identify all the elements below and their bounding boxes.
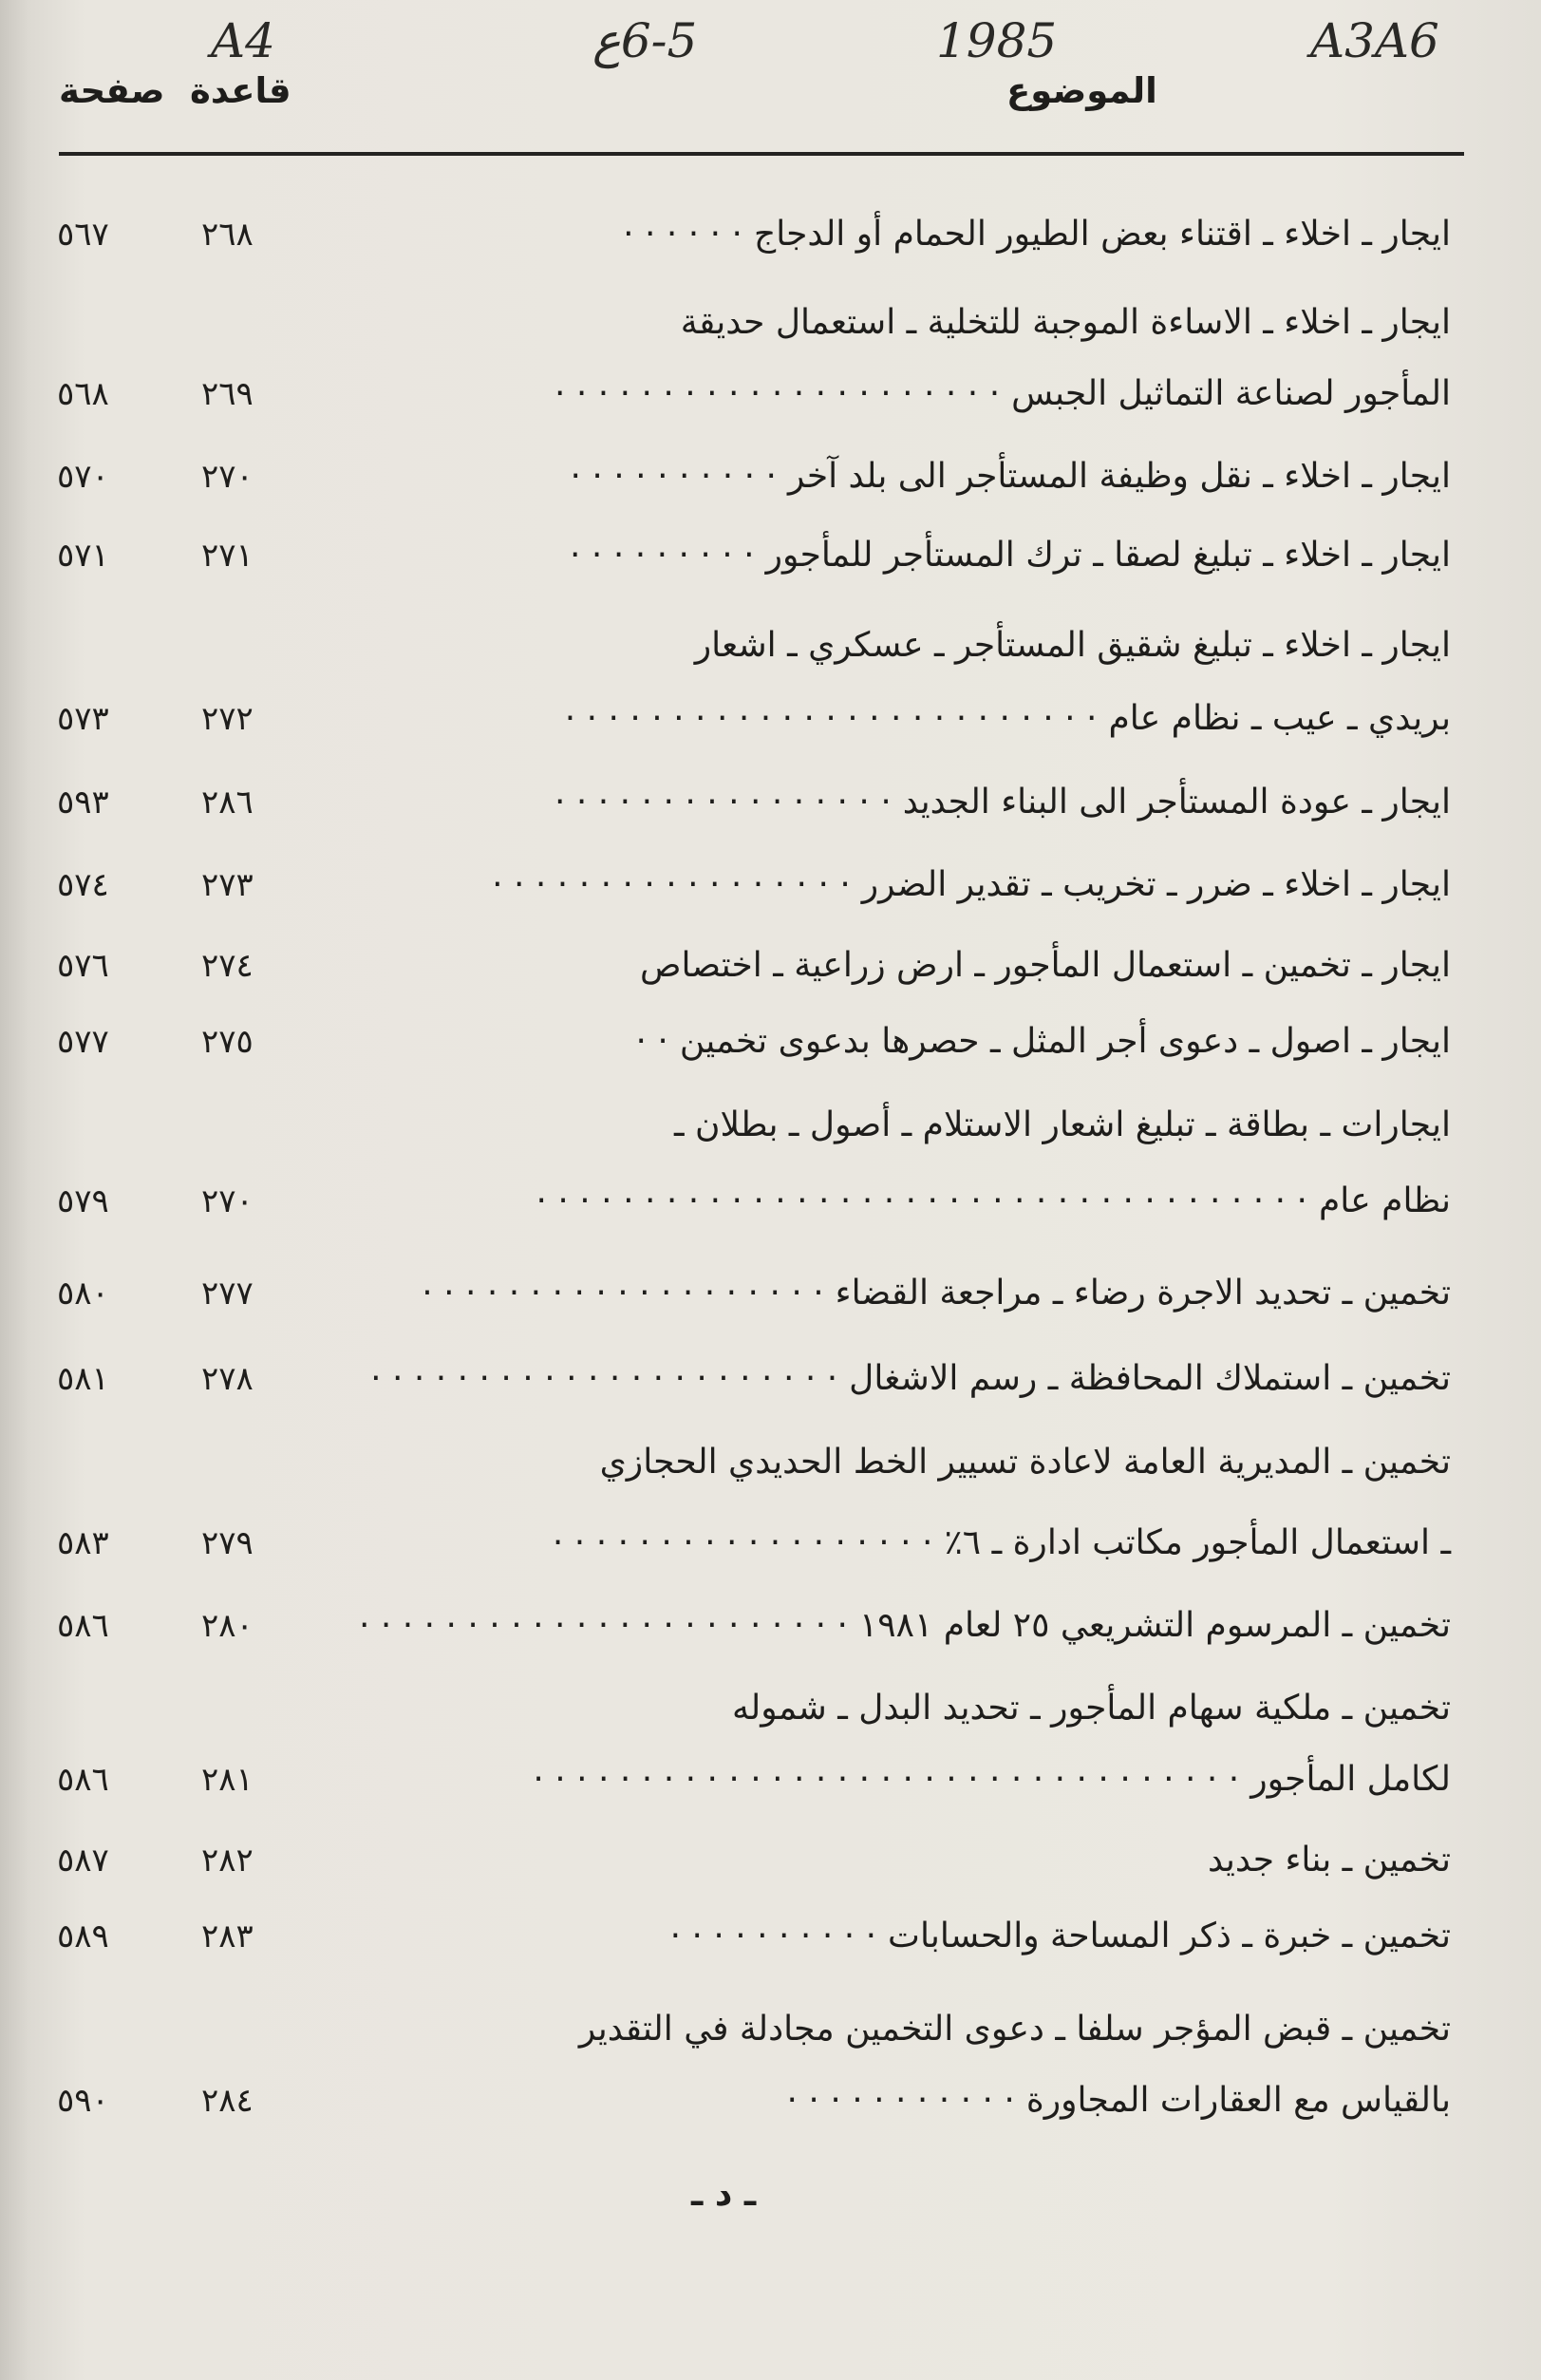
entry-line xyxy=(695,625,1451,667)
entry-line xyxy=(571,456,1451,498)
entry-line xyxy=(623,214,1451,255)
dot-leader: · · · · · · · · · · · · · · · · · · xyxy=(552,1523,933,1562)
page-number: ٥٧٦ xyxy=(57,947,109,985)
page-number: ٥٧٧ xyxy=(57,1023,109,1061)
page-number: ٥٧٠ xyxy=(57,458,109,496)
rule-number: ٢٨٦ xyxy=(201,784,254,822)
rule-number: ٢٧٠ xyxy=(201,1182,254,1220)
rule-number: ٢٦٨ xyxy=(201,216,254,254)
rule-number: ٢٧٤ xyxy=(201,947,254,985)
entry-line xyxy=(422,1273,1451,1314)
rule-number: ٢٧٥ xyxy=(201,1023,254,1061)
dot-leader: · · · · · · · · · · · · · · · · · xyxy=(492,865,851,904)
entry-line xyxy=(359,1605,1451,1647)
dot-leader: · · · · · · · · · · · · · · · · xyxy=(554,783,892,822)
dot-leader: · · · · · · · · · · · · · · · · · · · · · · · · · · · · · · · · · · · · xyxy=(536,1181,1307,1220)
entry-text: ايجار ـ اخلاء ـ اقتناء بعض الطيور الحمام أو الدجاج xyxy=(753,215,1451,254)
page-number: ٥٨٦ xyxy=(57,1607,109,1645)
entry-text: تخمين ـ خبرة ـ ذكر المساحة والحسابات xyxy=(888,1917,1451,1955)
dot-leader: · · · · · · · · · · · · · · · · · · · · · · xyxy=(370,1359,838,1398)
dot-leader: · · · · · · · · · · xyxy=(570,457,777,496)
page-number: ٥٨٠ xyxy=(57,1275,109,1313)
dot-leader: · · xyxy=(635,1022,668,1061)
entry-line xyxy=(600,1442,1451,1483)
entry-text: ايجار ـ اخلاء ـ نقل وظيفة المستأجر الى بلد آخر xyxy=(787,457,1451,496)
page-number: ٥٦٧ xyxy=(57,216,109,254)
entry-text: تخمين ـ بناء جديد xyxy=(1207,1841,1451,1879)
entry-text: تخمين ـ استملاك المحافظة ـ رسم الاشغال xyxy=(849,1359,1451,1398)
entry-text: ايجار ـ اخلاء ـ تبليغ لصقا ـ ترك المستأجر للمأجور xyxy=(765,536,1451,575)
entry-line xyxy=(492,864,1451,906)
entry-line xyxy=(533,1759,1451,1801)
entry-text: المأجور لصناعة التماثيل الجبس xyxy=(1011,374,1451,413)
handwritten-year: 1985 xyxy=(936,13,1058,68)
entry-line xyxy=(636,1021,1451,1063)
entry-text: تخمين ـ ملكية سهام المأجور ـ تحديد البدل ـ شموله xyxy=(731,1689,1451,1728)
page-number: ٥٧٤ xyxy=(57,866,109,904)
page-marker: ـ د ـ xyxy=(691,2175,757,2214)
entry-line xyxy=(554,782,1451,823)
entry-line xyxy=(1208,1840,1451,1881)
entry-line xyxy=(640,945,1451,987)
rule-column-header: قاعدة xyxy=(190,70,291,111)
rule-number: ٢٨٠ xyxy=(201,1607,254,1645)
entry-text: ايجار ـ عودة المستأجر الى البناء الجديد xyxy=(902,783,1451,822)
entry-text: بالقياس مع العقارات المجاورة xyxy=(1025,2081,1451,2120)
rule-number: ٢٨٢ xyxy=(201,1842,254,1879)
entry-text: ايجار ـ اخلاء ـ تبليغ شقيق المستأجر ـ عسكري ـ اشعار xyxy=(694,626,1451,665)
entry-text: تخمين ـ قبض المؤجر سلفا ـ دعوى التخمين مجادلة في التقدير xyxy=(578,2010,1451,2049)
handwritten-code-mid: 6-5ع xyxy=(592,13,698,68)
entry-line xyxy=(732,1688,1451,1729)
page-number: ٥٩٣ xyxy=(57,784,109,822)
entry-text: تخمين ـ المرسوم التشريعي ٢٥ لعام ١٩٨١ xyxy=(858,1606,1451,1645)
page-number: ٥٨٩ xyxy=(57,1917,109,1955)
entry-text: ايجار ـ اخلاء ـ الاساءة الموجبة للتخلية ـ استعمال حديقة xyxy=(680,303,1451,342)
handwritten-code-right: A3A6 xyxy=(1310,13,1439,68)
rule-number: ٢٨٣ xyxy=(201,1917,254,1955)
rule-number: ٢٧٩ xyxy=(201,1524,254,1562)
entry-text: تخمين ـ تحديد الاجرة رضاء ـ مراجعة القضاء xyxy=(835,1274,1451,1313)
entry-text: لكامل المأجور xyxy=(1250,1760,1451,1799)
entry-line xyxy=(681,302,1451,344)
page-number: ٥٧١ xyxy=(57,537,109,575)
rule-number: ٢٧٨ xyxy=(201,1360,254,1398)
dot-leader: · · · · · · · · · · xyxy=(669,1917,877,1955)
page-number: ٥٨٧ xyxy=(57,1842,109,1879)
entry-line xyxy=(553,1522,1451,1564)
page-number: ٥٨١ xyxy=(57,1360,109,1398)
page-number: ٥٧٩ xyxy=(57,1182,109,1220)
entry-line xyxy=(579,2009,1451,2050)
dot-leader: · · · · · · · · · xyxy=(570,536,755,575)
dot-leader: · · · · · · xyxy=(623,215,742,254)
entry-text: ايجار ـ تخمين ـ استعمال المأجور ـ ارض زراعية ـ اختصاص xyxy=(639,946,1451,985)
subject-column-header: الموضوع xyxy=(1006,70,1157,111)
page-number: ٥٦٨ xyxy=(57,375,109,413)
entry-line xyxy=(565,698,1451,740)
dot-leader: · · · · · · · · · · · xyxy=(786,2081,1015,2120)
dot-leader: · · · · · · · · · · · · · · · · · · · · · xyxy=(554,374,1001,413)
dot-leader: · · · · · · · · · · · · · · · · · · · · · · · · · · · · · · · · · xyxy=(533,1760,1240,1799)
rule-number: ٢٧٠ xyxy=(201,458,254,496)
entry-line xyxy=(570,535,1451,576)
rule-number: ٢٧١ xyxy=(201,537,254,575)
rule-number: ٢٨١ xyxy=(201,1761,254,1799)
entry-line xyxy=(536,1181,1451,1222)
rule-number: ٢٦٩ xyxy=(201,375,254,413)
entry-line xyxy=(554,373,1451,415)
page-number: ٥٧٣ xyxy=(57,700,109,738)
page-number: ٥٨٣ xyxy=(57,1524,109,1562)
page-number: ٥٩٠ xyxy=(57,2082,109,2120)
page-column-header: صفحة xyxy=(59,70,165,111)
page-number: ٥٨٦ xyxy=(57,1761,109,1799)
rule-number: ٢٧٣ xyxy=(201,866,254,904)
dot-leader: · · · · · · · · · · · · · · · · · · · xyxy=(422,1274,824,1313)
rule-number: ٢٧٢ xyxy=(201,700,254,738)
entry-line xyxy=(670,1916,1451,1957)
entry-text: ـ استعمال المأجور مكاتب ادارة ـ ٦٪ xyxy=(944,1523,1451,1562)
handwritten-code-left: A4 xyxy=(211,13,275,68)
entry-text: ايجارات ـ بطاقة ـ تبليغ اشعار الاستلام ـ أصول ـ بطلان ـ xyxy=(674,1105,1451,1144)
entry-line xyxy=(370,1358,1451,1400)
dot-leader: · · · · · · · · · · · · · · · · · · · · · · · · · xyxy=(564,699,1098,738)
entry-text: بريدي ـ عيب ـ نظام عام xyxy=(1108,699,1451,738)
entry-text: ايجار ـ اخلاء ـ ضرر ـ تخريب ـ تقدير الضرر xyxy=(861,865,1451,904)
rule-number: ٢٧٧ xyxy=(201,1275,254,1313)
entry-text: تخمين ـ المديرية العامة لاعادة تسيير الخط الحديدي الحجازي xyxy=(599,1443,1451,1482)
entry-line xyxy=(674,1105,1451,1146)
entry-line xyxy=(787,2080,1451,2122)
entry-text: نظام عام xyxy=(1319,1181,1451,1220)
dot-leader: · · · · · · · · · · · · · · · · · · · · · · · xyxy=(358,1606,848,1645)
entry-text: ايجار ـ اصول ـ دعوى أجر المثل ـ حصرها بدعوى تخمين xyxy=(679,1022,1451,1061)
rule-number: ٢٨٤ xyxy=(201,2082,254,2120)
